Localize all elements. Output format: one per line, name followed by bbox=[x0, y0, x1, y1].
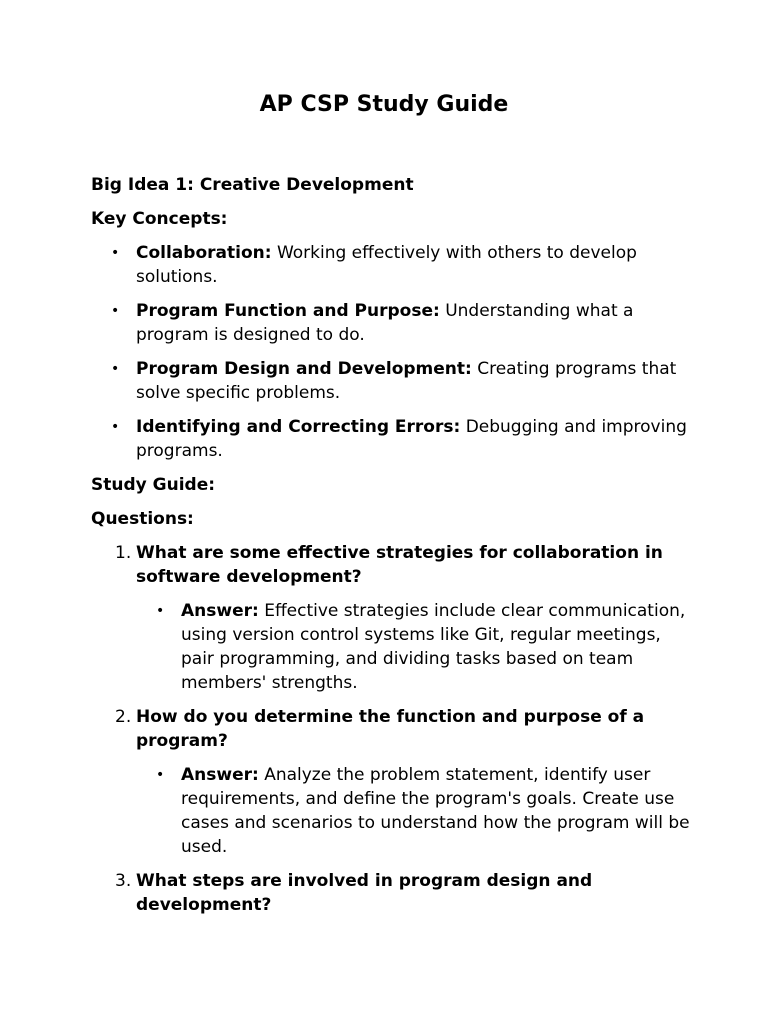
list-item bbox=[91, 299, 691, 347]
bullet-icon: • bbox=[111, 245, 120, 261]
concept-description: Understanding what a program is designed to do. bbox=[136, 301, 634, 345]
concept-description: Working effectively with others to develop solutions. bbox=[136, 243, 637, 287]
list-item bbox=[91, 357, 691, 405]
bullet-icon: • bbox=[156, 767, 165, 783]
concept-term: Collaboration: bbox=[136, 243, 272, 263]
concept-description: Creating programs that solve specific problems. bbox=[136, 359, 677, 403]
list-item bbox=[91, 415, 691, 463]
question-item bbox=[91, 869, 691, 917]
answer-item bbox=[136, 599, 691, 695]
answer-label: Answer: bbox=[181, 601, 259, 621]
answer-text: Analyze the problem statement, identify user requirements, and define the program's goals. Create use cases and scenarios to understand how the program will be used. bbox=[181, 765, 690, 857]
questions-list bbox=[91, 541, 691, 917]
answer-label: Answer: bbox=[181, 765, 259, 785]
concept-term: Program Design and Development: bbox=[136, 359, 472, 379]
key-concepts-list bbox=[91, 241, 691, 463]
study-guide-heading: Study Guide: bbox=[91, 475, 216, 495]
bullet-icon: • bbox=[111, 419, 120, 435]
questions-heading: Questions: bbox=[91, 509, 194, 529]
bullet-icon: • bbox=[156, 603, 165, 619]
answer-text: Effective strategies include clear communication, using version control systems like Git, regular meetings, pair programming, and dividing tasks based on team members' strengths. bbox=[181, 601, 686, 693]
question-number: 2. bbox=[115, 707, 132, 727]
question-number: 3. bbox=[115, 871, 132, 891]
document-body bbox=[91, 173, 691, 927]
question-item bbox=[91, 705, 691, 859]
question-text: How do you determine the function and purpose of a program? bbox=[136, 707, 645, 751]
concept-description: Debugging and improving programs. bbox=[136, 417, 687, 461]
page-title: AP CSP Study Guide bbox=[259, 92, 509, 117]
list-item bbox=[91, 241, 691, 289]
big-idea-heading: Big Idea 1: Creative Development bbox=[91, 175, 414, 195]
bullet-icon: • bbox=[111, 361, 120, 377]
question-item bbox=[91, 541, 691, 695]
question-number: 1. bbox=[115, 543, 132, 563]
concept-term: Program Function and Purpose: bbox=[136, 301, 440, 321]
answer-item bbox=[136, 763, 691, 859]
concept-term: Identifying and Correcting Errors: bbox=[136, 417, 461, 437]
question-text: What are some effective strategies for collaboration in software development? bbox=[136, 543, 663, 587]
key-concepts-heading: Key Concepts: bbox=[91, 209, 228, 229]
bullet-icon: • bbox=[111, 303, 120, 319]
question-text: What steps are involved in program design and development? bbox=[136, 871, 593, 915]
